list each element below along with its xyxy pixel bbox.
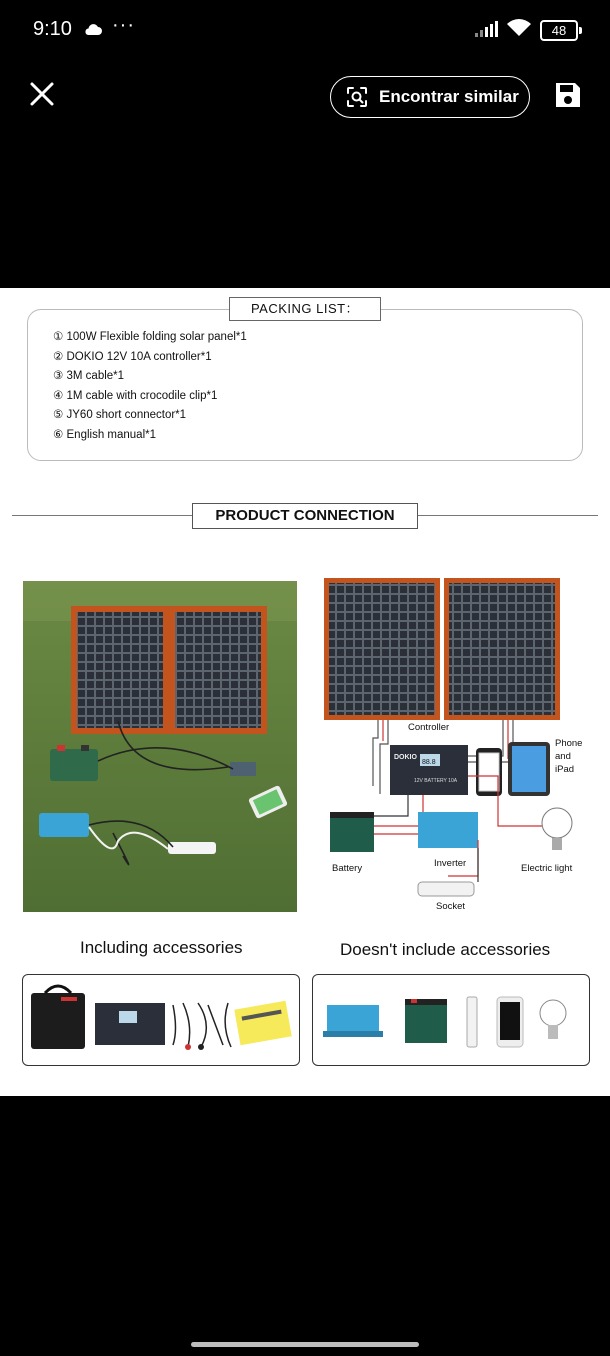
find-similar-button[interactable] — [330, 76, 530, 118]
label-socket: Socket — [436, 901, 466, 912]
controller-display: 88.8 — [422, 759, 436, 766]
packing-item: ④ 1M cable with crocodile clip*1 — [53, 389, 218, 402]
save-icon[interactable] — [553, 80, 583, 110]
packing-item: ③ 3M cable*1 — [53, 370, 125, 383]
wifi-icon — [506, 18, 532, 38]
label-ipad: iPad — [555, 764, 575, 775]
caption-including: Including accessories — [80, 938, 243, 957]
cloud-icon — [83, 22, 103, 36]
find-similar-label: Encontrar similar — [379, 87, 519, 106]
connection-diagram — [318, 576, 588, 926]
controller-brand: DOKIO — [394, 754, 417, 761]
included-accessories-icons — [23, 975, 299, 1065]
caption-not-including: Doesn't include accessories — [340, 940, 551, 959]
product-image — [0, 288, 610, 1096]
status-bar — [0, 0, 610, 60]
label-phone: Phone — [555, 738, 583, 749]
not-included-accessories-icons — [313, 975, 589, 1065]
solar-panel-photo — [23, 581, 297, 912]
label-controller: Controller — [408, 722, 450, 733]
packing-item: ② DOKIO 12V 10A controller*1 — [53, 350, 212, 363]
controller-text: 12V BATTERY 10A — [414, 778, 458, 784]
packing-item: ① 100W Flexible folding solar panel*1 — [53, 331, 247, 343]
label-electric-light: Electric light — [521, 863, 573, 874]
label-battery: Battery — [332, 863, 363, 874]
product-connection-title: PRODUCT CONNECTION — [192, 503, 418, 529]
included-accessories-box — [22, 974, 300, 1066]
battery-indicator: 48 — [540, 20, 578, 41]
gesture-bar[interactable] — [191, 1342, 419, 1347]
label-and: and — [555, 751, 571, 762]
close-icon[interactable] — [26, 78, 58, 110]
packing-list — [53, 328, 247, 446]
status-time: 9:10 — [33, 18, 72, 40]
label-inverter: Inverter — [434, 858, 467, 869]
signal-icon — [474, 20, 500, 38]
lens-search-icon — [345, 85, 369, 109]
packing-list-title: PACKING LIST： — [229, 297, 381, 321]
packing-item: ⑥ English manual*1 — [53, 428, 157, 441]
packing-item: ⑤ JY60 short connector*1 — [53, 409, 187, 422]
more-notifications: ··· — [112, 14, 135, 36]
not-included-accessories-box — [312, 974, 590, 1066]
